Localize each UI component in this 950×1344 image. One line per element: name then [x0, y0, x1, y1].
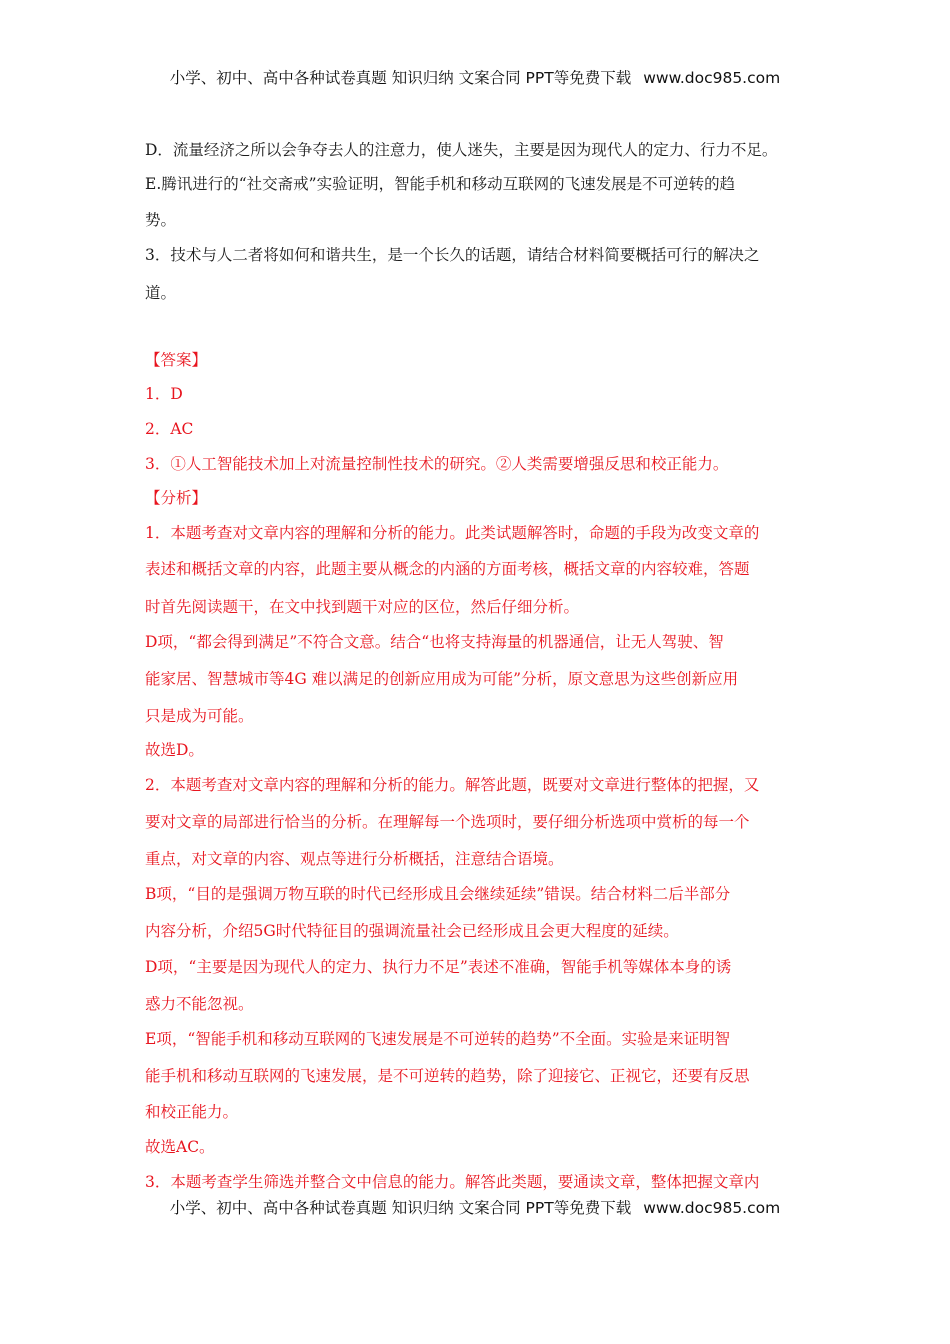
page-footer — [0, 1196, 950, 1218]
analysis-line: 1．本题考查对文章内容的理解和分析的能力。此类试题解答时，命题的手段为改变文章的 — [145, 524, 760, 542]
analysis-line: 和校正能力。 — [145, 1103, 239, 1121]
question-line: 势。 — [145, 211, 177, 229]
analysis-line: 重点，对文章的内容、观点等进行分析概括，注意结合语境。 — [145, 850, 564, 868]
footer-url[interactable]: www.doc985.com — [643, 1199, 781, 1217]
analysis-line: 3．本题考查学生筛选并整合文中信息的能力。解答此类题，要通读文章，整体把握文章内 — [145, 1173, 760, 1191]
answer-line: 3．①人工智能技术加上对流量控制性技术的研究。②人类需要增强反思和校正能力。 — [145, 455, 729, 473]
analysis-line: 要对文章的局部进行恰当的分析。在理解每一个选项时，要仔细分析选项中赏析的每一个 — [145, 813, 750, 831]
analysis-line: 惑力不能忽视。 — [145, 995, 254, 1013]
header-url[interactable]: www.doc985.com — [643, 69, 781, 87]
analysis-line: 能家居、智慧城市等4G 难以满足的创新应用成为可能”分析，原文意思为这些创新应用 — [145, 670, 739, 688]
question-line: E.腾讯进行的“社交斋戒”实验证明，智能手机和移动互联网的飞速发展是不可逆转的趋 — [145, 175, 736, 193]
answer-line: 1．D — [145, 385, 183, 403]
analysis-line: 能手机和移动互联网的飞速发展，是不可逆转的趋势，除了迎接它、正视它，还要有反思 — [145, 1067, 750, 1085]
header-text: 小学、初中、高中各种试卷真题 知识归纳 文案合同 PPT等免费下载 — [169, 69, 632, 87]
analysis-line: D项，“都会得到满足”不符合文意。结合“也将支持海量的机器通信，让无人驾驶、智 — [145, 633, 724, 651]
analysis-line: 故选D。 — [145, 741, 204, 759]
analysis-line: D项，“主要是因为现代人的定力、执行力不足”表述不准确，智能手机等媒体本身的诱 — [145, 958, 732, 976]
question-line: 3．技术与人二者将如何和谐共生，是一个长久的话题，请结合材料简要概括可行的解决之 — [145, 246, 760, 264]
analysis-line: 只是成为可能。 — [145, 707, 254, 725]
answer-line: 2．AC — [145, 420, 194, 438]
question-line: 道。 — [145, 284, 177, 302]
footer-text: 小学、初中、高中各种试卷真题 知识归纳 文案合同 PPT等免费下载 — [169, 1199, 632, 1217]
page-header — [0, 66, 950, 88]
analysis-line: 时首先阅读题干，在文中找到题干对应的区位，然后仔细分析。 — [145, 598, 580, 616]
answer-heading: 【答案】 — [145, 351, 208, 369]
analysis-line: 表述和概括文章的内容，此题主要从概念的内涵的方面考核，概括文章的内容较难，答题 — [145, 560, 750, 578]
question-line: D．流量经济之所以会争夺去人的注意力，使人迷失，主要是因为现代人的定力、行力不足。 — [145, 141, 778, 159]
analysis-line: B项，“目的是强调万物互联的时代已经形成且会继续延续”错误。结合材料二后半部分 — [145, 885, 731, 903]
analysis-heading: 【分析】 — [145, 489, 208, 507]
analysis-line: 2．本题考查对文章内容的理解和分析的能力。解答此题，既要对文章进行整体的把握，又 — [145, 776, 760, 794]
analysis-line: 内容分析，介绍5G时代特征目的强调流量社会已经形成且会更大程度的延续。 — [145, 922, 679, 940]
analysis-line: E项，“智能手机和移动互联网的飞速发展是不可逆转的趋势”不全面。实验是来证明智 — [145, 1030, 731, 1048]
analysis-line: 故选AC。 — [145, 1138, 215, 1156]
